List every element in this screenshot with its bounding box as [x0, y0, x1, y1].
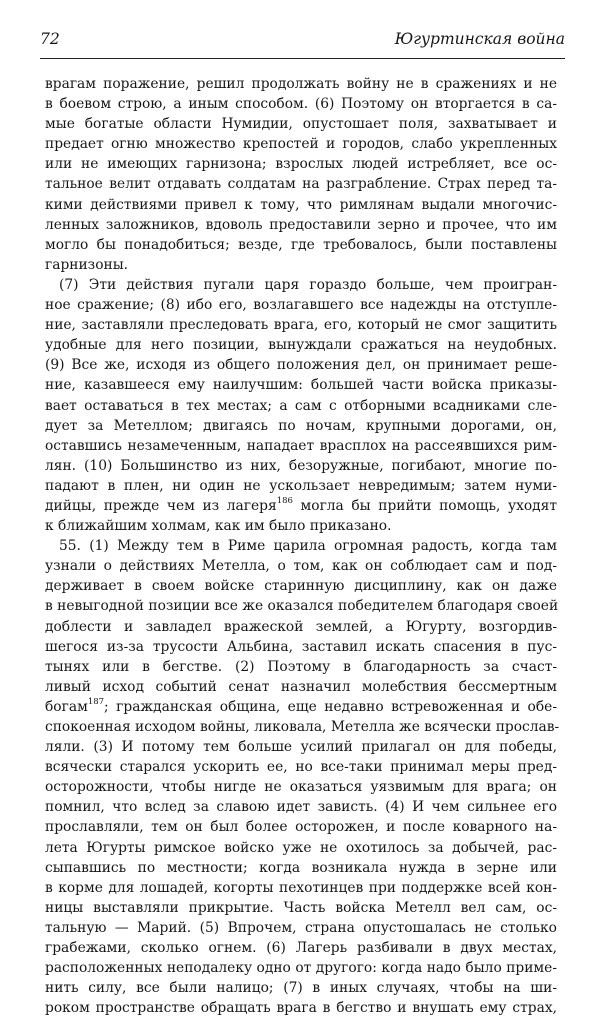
text-line: грабежами, сколько огнем. (6) Лагерь разбивали в двух местах,: [45, 940, 557, 957]
footnote-ref[interactable]: 187: [87, 697, 105, 708]
text-line: могло бы понадобиться; везде, где требовалось, были поставлены: [45, 236, 557, 253]
text-line: сыпавшись по местности; когда возникала нужда в зерне или: [45, 859, 557, 876]
text-line: держивает в своем войске старинную дисциплину, как он даже: [45, 578, 557, 595]
text-line: лян. (10) Большинство из них, безоружные, погибают, многие по-: [45, 457, 557, 474]
text-line: в корме для лошадей, когорты пехотинцев при поддержке всей кон-: [45, 879, 557, 896]
text-line: шегося из-за трусости Альбина, заставил искать спасения в пус-: [45, 638, 557, 655]
running-header: [40, 30, 565, 48]
text-line: осторожности, чтобы нигде не оказаться уязвимым для врага; он: [45, 779, 557, 796]
text-line: дийцы, прежде чем из лагеря$^{186}$ могла бы прийти помощь, уходят: [45, 496, 557, 514]
running-title: Югуртинская война: [394, 30, 565, 48]
text-line: ницы выставляли прикрытие. Часть войска Метелл вел сам, ос-: [45, 899, 557, 916]
text-line: дует за Метеллом; двигаясь по ночам, крупными дорогами, он,: [45, 417, 557, 434]
text-line: 55. (1) Между тем в Риме царила огромная радость, когда там: [59, 538, 557, 555]
text-line: нить силу, все были налицо; (7) в иных случаях, чтобы на ши-: [45, 980, 557, 997]
text-line: лета Югурты римское войско уже не охотилось за добычей, рас-: [45, 839, 557, 856]
text-line: расположенных неподалеку одно от другого: когда надо было приме-: [45, 960, 557, 977]
text-line: мые богатые области Нумидии, опустошает поля, захватывает и: [45, 116, 557, 133]
text-line: врагам поражение, решил продолжать войну не в сражениях и не: [45, 76, 557, 92]
text-line: роком пространстве обращать врага в бегство и внушать ему страх,: [45, 1000, 557, 1017]
text-line: богам$^{187}$; гражданская община, еще недавно встревоженная и обе-: [45, 697, 557, 715]
text-line: ленных заложников, вдоволь предоставили зерно и прочее, что им: [45, 216, 557, 233]
text-line: (7) Эти действия пугали царя гораздо больше, чем проигран-: [59, 276, 557, 293]
text-line: удобные для него позиции, вынуждали сражаться на неудобных.: [45, 337, 557, 354]
text-line: спокоенная исходом войны, ликовала, Метелла же всячески прослав-: [45, 719, 560, 735]
text-line: в боевом строю, а иным способом. (6) Поэтому он вторгается в са-: [45, 96, 557, 113]
text-line: тальное велит отдавать солдатам на разграбление. Страх перед та-: [45, 176, 557, 193]
text-line: ное сражение; (8) ибо его, возлагавшего все надежды на отступле-: [45, 297, 557, 314]
text-line: всячески старался ускорить ее, но все-таки принимал меры пред-: [45, 759, 557, 776]
text-line: тынях или в бегстве. (2) Поэтому в благодарность за счаст-: [45, 658, 557, 675]
header-rule: [40, 58, 565, 59]
text-line: ливый исход событий сенат назначил молебствия бессмертным: [45, 678, 557, 695]
text-line: тальную — Марий. (5) Впрочем, страна опустошалась не столько: [45, 919, 557, 936]
text-line: помнил, что вслед за славою идет зависть. (4) И чем сильнее его: [45, 799, 557, 816]
text-line: ние, заставляли преследовать врага, его, который не смог защитить: [45, 317, 557, 334]
text-line: предает огню множество крепостей и городов, слабо укрепленных: [45, 136, 557, 153]
text-line: доблести и завладел вражеской землей, а Югурту, возгордив-: [45, 618, 557, 635]
text-line: ляли. (3) И потому тем больше усилий прилагал он для победы,: [45, 739, 557, 756]
text-line: кими действиями привел к тому, что римлянам выдали многочис-: [45, 196, 557, 213]
text-line: узнали о действиях Метелла, о том, как он соблюдает сам и под-: [45, 558, 557, 575]
text-line: прославляли, тем он был более осторожен, и после коварного на-: [45, 819, 557, 836]
page-number: 72: [40, 30, 60, 48]
text-line: падают в плен, ни один не ускользает невредимым; затем нуми-: [45, 477, 557, 494]
body-text: [45, 74, 560, 1018]
footnote-ref[interactable]: 186: [276, 496, 293, 507]
text-line: в невыгодной позиции все же оказался победителем благодаря своей: [45, 598, 559, 615]
text-line: (9) Все же, исходя из общего положения дел, он принимает реше-: [45, 357, 557, 374]
text-line: или не имеющих гарнизона; взрослых людей истребляет, все ос-: [45, 156, 557, 173]
text-line: оставшись незамеченным, нападает врасплох на рассеявшихся рим-: [45, 437, 557, 454]
text-line: ние, казавшееся ему наилучшим: большей части войска приказы-: [45, 377, 557, 394]
text-line: гарнизоны.: [45, 256, 129, 273]
text-line: к ближайшим холмам, как им было приказано.: [45, 518, 392, 535]
text-line: вает оставаться в тех местах; а сам с отборными всадниками сле-: [45, 397, 557, 414]
